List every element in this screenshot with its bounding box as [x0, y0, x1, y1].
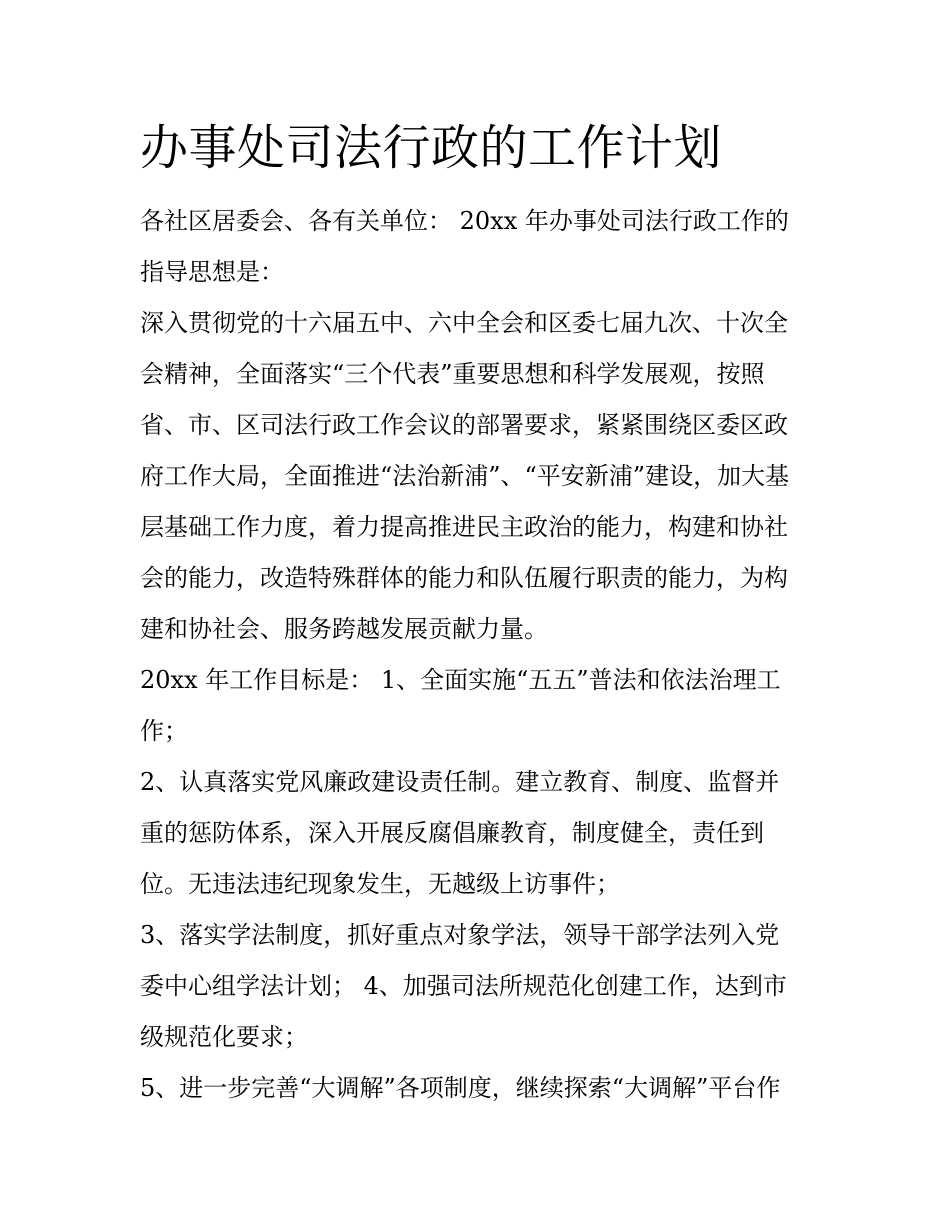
body-line: 建和协社会、服务跨越发展贡献力量。 [140, 615, 548, 643]
body-line: 层基础工作力度，着力提高推进民主政治的能力，构建和协社 [140, 513, 788, 541]
body-line: 委中心组学法计划； 4、加强司法所规范化创建工作，达到市 [140, 972, 787, 1000]
body-line: 会的能力，改造特殊群体的能力和队伍履行职责的能力，为构 [140, 564, 788, 592]
body-line: 5、进一步完善“大调解”各项制度，继续探索“大调解”平台作 [140, 1074, 781, 1102]
body-line: 作； [140, 717, 188, 745]
body-line: 2、认真落实党风廉政建设责任制。建立教育、制度、监督并 [140, 768, 780, 796]
body-line: 重的惩防体系，深入开展反腐倡廉教育，制度健全，责任到 [140, 819, 764, 847]
body-line: 级规范化要求； [140, 1023, 308, 1051]
body-line: 20xx 年工作目标是： 1、全面实施“五五”普法和依法治理工 [140, 666, 781, 694]
body-line: 省、市、区司法行政工作会议的部署要求，紧紧围绕区委区政 [140, 411, 788, 439]
body-line: 位。无违法违纪现象发生，无越级上访事件； [140, 870, 620, 898]
document-title: 办事处司法行政的工作计划 [140, 120, 723, 176]
body-line: 深入贯彻党的十六届五中、六中全会和区委七届九次、十次全 [140, 309, 788, 337]
body-line: 指导思想是： [140, 258, 284, 286]
body-line: 3、落实学法制度，抓好重点对象学法，领导干部学法列入党 [140, 921, 780, 949]
body-line: 会精神，全面落实“三个代表”重要思想和科学发展观，按照 [140, 360, 765, 388]
body-line: 府工作大局，全面推进“法治新浦”、“平安新浦”建设，加大基 [140, 462, 790, 490]
body-line: 各社区居委会、各有关单位： 20xx 年办事处司法行政工作的 [140, 207, 789, 235]
